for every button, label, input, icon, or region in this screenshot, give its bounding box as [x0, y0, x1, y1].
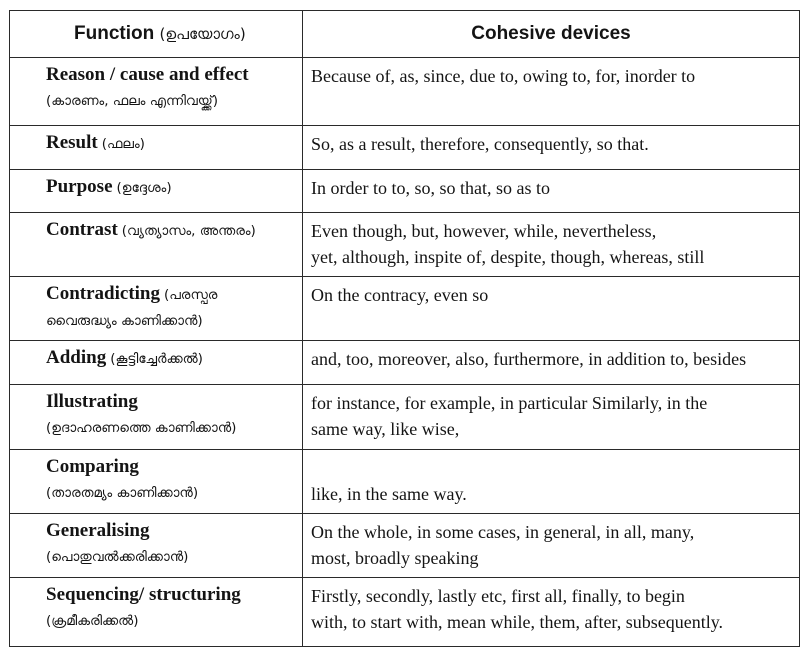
- devices-text: Because of, as, since, due to, owing to, for, inorder to: [311, 66, 696, 86]
- table-row: [10, 126, 800, 170]
- devices-text: So, as a result, therefore, consequently, so that.: [311, 134, 649, 154]
- function-cell: [10, 341, 303, 385]
- function-cell: [10, 213, 303, 277]
- function-cell: [10, 170, 303, 213]
- devices-text: and, too, moreover, also, furthermore, in addition to, besides: [311, 349, 747, 369]
- function-name: Sequencing/ structuring: [46, 584, 241, 605]
- devices-cell: [303, 385, 800, 450]
- devices-text-line-2: same way, like wise,: [311, 419, 460, 439]
- table-row: [10, 450, 800, 514]
- devices-text-line-2: yet, although, inspite of, despite, though, whereas, still: [311, 247, 705, 267]
- function-malayalam: (പൊതുവൽക്കരിക്കാൻ): [46, 549, 189, 565]
- function-cell: [10, 450, 303, 514]
- function-header-malayalam: (ഉപയോഗം): [159, 25, 246, 43]
- devices-cell: [303, 126, 800, 170]
- function-name: Illustrating: [46, 391, 138, 412]
- function-name: Contrast: [46, 219, 118, 240]
- devices-cell: [303, 58, 800, 126]
- devices-cell: [303, 450, 800, 514]
- devices-text-line-1: Even though, but, however, while, nevertheless,: [311, 221, 657, 241]
- function-malayalam: (കൂട്ടിച്ചേർക്കൽ): [110, 351, 203, 367]
- function-name: Adding: [46, 347, 107, 368]
- function-name: Purpose: [46, 176, 113, 197]
- devices-cell: [303, 578, 800, 647]
- function-name: Generalising: [46, 520, 150, 541]
- table-row: [10, 341, 800, 385]
- function-name: Result: [46, 132, 98, 153]
- devices-cell: [303, 277, 800, 341]
- devices-column-header: [303, 11, 800, 58]
- table-row: [10, 58, 800, 126]
- function-cell: [10, 385, 303, 450]
- table-row: [10, 514, 800, 578]
- function-cell: [10, 514, 303, 578]
- table-row: [10, 385, 800, 450]
- devices-cell: [303, 514, 800, 578]
- function-name: Contradicting: [46, 283, 160, 304]
- function-malayalam: (ഉദ്ദേശം): [116, 180, 172, 196]
- function-column-header: [10, 11, 303, 58]
- table-row: [10, 277, 800, 341]
- table-row: [10, 213, 800, 277]
- function-malayalam: (ഫലം): [101, 136, 145, 152]
- table-row: [10, 170, 800, 213]
- function-malayalam: (പരസ്പര: [164, 287, 218, 303]
- table-row: [10, 578, 800, 647]
- function-cell: [10, 58, 303, 126]
- devices-text-line-1: for instance, for example, in particular Similarly, in the: [311, 393, 708, 413]
- devices-text: On the contracy, even so: [311, 285, 489, 305]
- devices-cell: [303, 170, 800, 213]
- function-malayalam: (ഉദാഹരണത്തെ കാണിക്കാൻ): [46, 420, 237, 436]
- devices-header-label: Cohesive devices: [471, 23, 631, 44]
- function-name: Comparing: [46, 456, 139, 477]
- function-cell: [10, 277, 303, 341]
- devices-text: In order to to, so, so that, so as to: [311, 178, 550, 198]
- devices-text-line-2: most, broadly speaking: [311, 548, 479, 568]
- function-malayalam: (താരതമ്യം കാണിക്കാൻ): [46, 485, 199, 501]
- function-malayalam-line-2: വൈരുദ്ധ്യം കാണിക്കാൻ): [46, 313, 203, 329]
- devices-cell: [303, 213, 800, 277]
- devices-text-line-1: Firstly, secondly, lastly etc, first all, finally, to begin: [311, 586, 685, 606]
- devices-text-line-1: On the whole, in some cases, in general, in all, many,: [311, 522, 695, 542]
- function-cell: [10, 578, 303, 647]
- function-malayalam: (വ്യത്യാസം, അന്തരം): [121, 223, 256, 239]
- cohesive-devices-table: [9, 10, 800, 647]
- devices-text: like, in the same way.: [311, 484, 467, 504]
- devices-text-line-2: with, to start with, mean while, them, after, subsequently.: [311, 612, 724, 632]
- function-cell: [10, 126, 303, 170]
- function-malayalam: (ക്രമീകരിക്കൽ): [46, 613, 139, 629]
- devices-cell: [303, 341, 800, 385]
- function-name: Reason / cause and effect: [46, 64, 249, 85]
- function-malayalam: (കാരണം, ഫലം എന്നിവയ്ക്ക്): [46, 93, 219, 109]
- function-header-label: Function: [74, 23, 155, 44]
- table-header-row: [10, 11, 800, 58]
